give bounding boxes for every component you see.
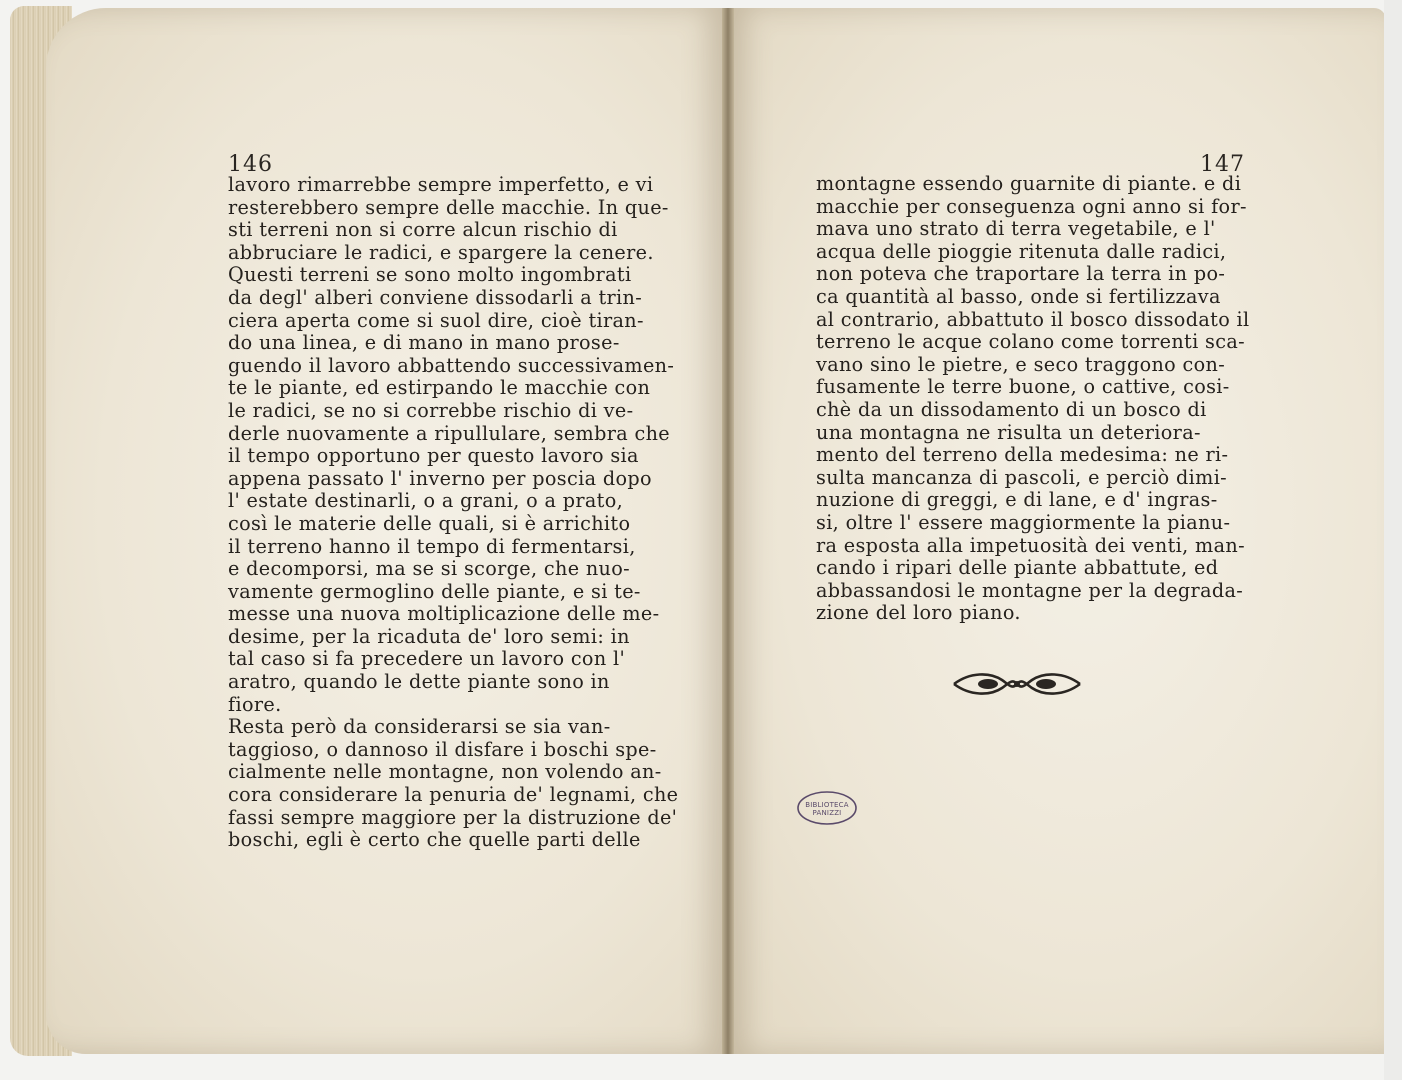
text-line: terreno le acque colano come torrenti sca- xyxy=(816,330,1245,354)
text-line: cora considerare la penuria de' legnami, che xyxy=(228,783,679,807)
library-stamp xyxy=(796,790,858,826)
text-line: una montagna ne risulta un deteriora- xyxy=(816,420,1201,444)
left-page-text xyxy=(228,173,679,852)
text-line: guendo il lavoro abbattendo successivamen- xyxy=(228,353,675,377)
text-line: boschi, egli è certo che quelle parti delle xyxy=(228,828,641,852)
text-line: lavoro rimarrebbe sempre imperfetto, e vi xyxy=(228,173,654,196)
text-line: l' estate destinarli, o a grani, o a prato, xyxy=(228,489,624,513)
text-line: il terreno hanno il tempo di fermentarsi, xyxy=(228,534,636,558)
scan-background-strip xyxy=(1384,0,1402,1080)
text-line: sti terreni non si corre alcun rischio di xyxy=(228,218,618,242)
text-line: appena passato l' inverno per poscia dopo xyxy=(228,466,652,490)
text-line: il tempo opportuno per questo lavoro sia xyxy=(228,444,639,468)
text-line: fusamente le terre buone, o cattive, cosi- xyxy=(816,375,1230,399)
book-gutter xyxy=(722,8,734,1054)
text-line: zione del loro piano. xyxy=(816,601,1021,625)
text-line: le radici, se no si correbbe rischio di ve- xyxy=(228,398,634,422)
text-line: mava uno strato di terra vegetabile, e l' xyxy=(816,217,1216,241)
text-line: e decomporsi, ma se si scorge, che nuo- xyxy=(228,557,630,581)
text-line: tal caso si fa precedere un lavoro con l' xyxy=(228,647,626,671)
text-line: non poteva che traportare la terra in po- xyxy=(816,262,1226,286)
text-line: abbassandosi le montagne per la degrada- xyxy=(816,578,1244,602)
text-line: cando i ripari delle piante abbattute, ed xyxy=(816,556,1219,580)
text-line: cialmente nelle montagne, non volendo an- xyxy=(228,760,662,784)
text-line: desime, per la ricaduta de' loro semi: in xyxy=(228,624,630,648)
text-line: do una linea, e di mano in mano prose- xyxy=(228,331,620,355)
ornament-flourish-icon xyxy=(950,664,1084,704)
stamp-line1: BIBLIOTECA xyxy=(805,801,849,809)
text-line: vano sino le pietre, e seco traggono con- xyxy=(816,352,1226,376)
right-page-text xyxy=(816,172,1250,625)
text-line: messe una nuova moltiplicazione delle me- xyxy=(228,602,660,626)
stamp-line2: PANIZZI xyxy=(812,809,842,817)
text-line: così le materie delle quali, si è arrichito xyxy=(228,511,631,535)
text-line: aratro, quando le dette piante sono in xyxy=(228,670,610,694)
text-line: montagne essendo guarnite di piante. e di xyxy=(816,172,1242,195)
text-line: sulta mancanza di pascoli, e perciò dimi- xyxy=(816,465,1228,489)
text-line: si, oltre l' essere maggiormente la pianu- xyxy=(816,510,1231,534)
text-line: taggioso, o dannoso il disfare i boschi spe- xyxy=(228,737,657,761)
text-line: abbruciare le radici, e spargere la cenere. xyxy=(228,240,654,264)
text-line: macchie per conseguenza ogni anno si for- xyxy=(816,194,1247,218)
text-line: fiore. xyxy=(228,692,282,716)
text-line: derle nuovamente a ripullulare, sembra che xyxy=(228,421,670,445)
text-line: ciera aperta come si suol dire, cioè tiran- xyxy=(228,308,644,332)
text-line: Resta però da considerarsi se sia van- xyxy=(228,715,611,739)
text-line: al contrario, abbattuto il bosco dissodato il xyxy=(816,307,1250,331)
left-page-number: 146 xyxy=(228,152,273,177)
text-line: resterebbero sempre delle macchie. In que- xyxy=(228,195,669,219)
text-line: da degl' alberi conviene dissodarli a trin- xyxy=(228,285,643,309)
text-line: acqua delle pioggie ritenuta dalle radici, xyxy=(816,239,1227,263)
text-line: ra esposta alla impetuosità dei venti, man- xyxy=(816,533,1245,557)
text-line: Questi terreni se sono molto ingombrati xyxy=(228,263,632,287)
text-line: chè da un dissodamento di un bosco di xyxy=(816,397,1207,421)
text-line: nuzione di greggi, e di lane, e d' ingras- xyxy=(816,488,1218,512)
text-line: fassi sempre maggiore per la distruzione de' xyxy=(228,805,678,829)
text-line: te le piante, ed estirpando le macchie con xyxy=(228,376,651,400)
right-page-number: 147 xyxy=(1200,152,1245,177)
text-line: mento del terreno della medesima: ne ri- xyxy=(816,443,1229,467)
text-line: vamente germoglino delle piante, e si te- xyxy=(228,579,641,603)
text-line: ca quantità al basso, onde si fertilizzava xyxy=(816,284,1221,308)
